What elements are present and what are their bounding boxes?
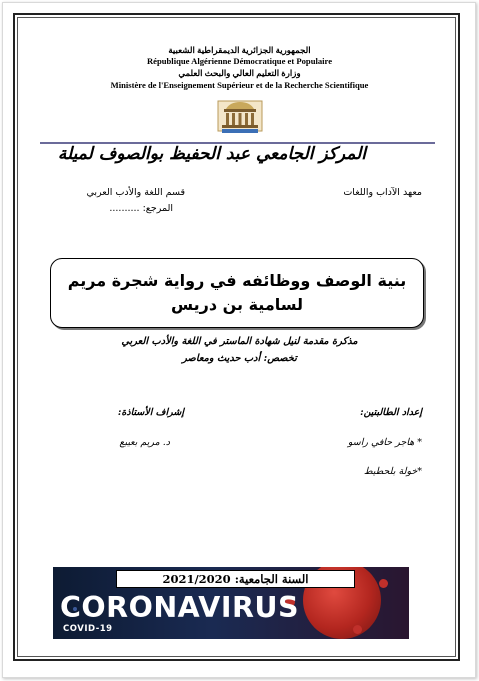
thesis-title-line2: لسامية بن دريس (170, 295, 304, 314)
header-arabic-ministry: وزارة التعليم العالي والبحث العلمي (178, 68, 301, 78)
thesis-title-box (50, 258, 424, 328)
university-logo (212, 97, 268, 137)
specialty-label: تخصص: أدب حديث ومعاصر (182, 353, 297, 364)
department-label: قسم اللغة والأدب العربي (86, 187, 185, 198)
header-arabic-republic: الجمهورية الجزائرية الديمقراطية الشعبية (168, 45, 311, 55)
header-french-ministry: Ministère de l'Enseignement Supérieur et de la Recherche Scientifique (110, 80, 369, 90)
academic-year: السنة الجامعية: 2021/2020 (116, 570, 355, 588)
supervisor-heading: إشراف الأستاذة: (117, 407, 184, 418)
institute-label: معهد الآداب واللغات (343, 187, 422, 198)
reference-label: المرجع: .......... (109, 203, 173, 214)
memo-description: مذكرة مقدمة لنيل شهادة الماستر في اللغة والأدب العربي (121, 336, 358, 347)
virus-spike-icon (379, 579, 388, 588)
coronavirus-title: CORONAVIRUS (60, 591, 300, 624)
header-french-republic: République Algérienne Démocratique et Populaire (146, 56, 333, 66)
supervisor-name: د. مريم بعيبع (119, 437, 170, 448)
student-name: * هاجر حافي راسو (347, 437, 422, 448)
university-name: المركز الجامعي عبد الحفيظ بوالصوف لميلة (57, 144, 366, 164)
virus-spike-icon (353, 625, 362, 634)
student-name: *خولة بلحطيط (363, 466, 422, 477)
students-heading: إعداد الطالبتين: (360, 407, 422, 418)
thesis-title-line1: بنية الوصف ووظائفه في رواية شجرة مريم (67, 271, 407, 290)
covid-subtitle: COVID-19 (63, 624, 113, 634)
